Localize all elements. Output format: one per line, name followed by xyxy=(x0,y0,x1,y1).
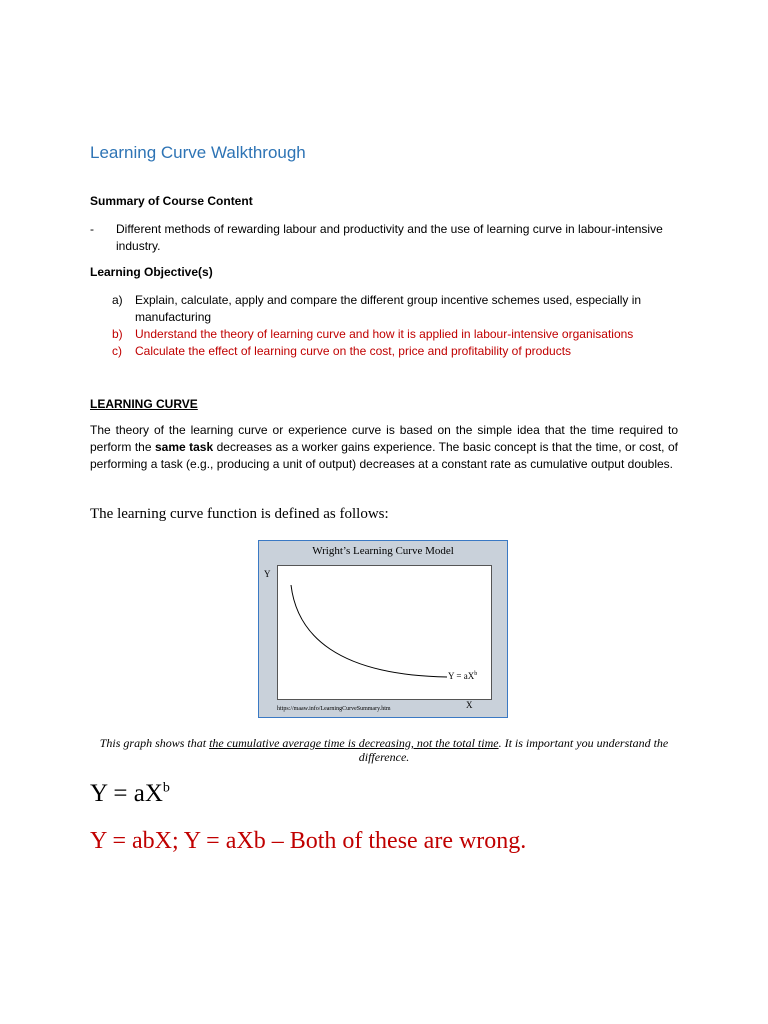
bullet-marker: - xyxy=(90,222,94,236)
caption-text: . It is important you understand the difference. xyxy=(358,736,669,764)
objectives-heading: Learning Objective(s) xyxy=(90,265,213,279)
objective-text: Calculate the effect of learning curve on the cost, price and profitability of products xyxy=(135,344,572,358)
figure-eq-base: Y = aX xyxy=(448,671,475,681)
objectives-list xyxy=(90,292,690,360)
objective-item xyxy=(90,292,690,326)
learning-curve-paragraph xyxy=(90,422,678,473)
formula xyxy=(90,780,170,808)
summary-heading: Summary of Course Content xyxy=(90,194,253,208)
function-intro: The learning curve function is defined as follows: xyxy=(90,506,389,522)
objective-marker: b) xyxy=(112,327,123,341)
paragraph-text: decreases as a worker gains experience. The basic concept is that the time, or cost, of performing a task (e.g., producing a unit of output) decreases at a constant rate as cumulative output doubles. xyxy=(90,440,678,471)
figure-title: Wright’s Learning Curve Model xyxy=(312,545,454,557)
caption-underlined: the cumulative average time is decreasing, not the total time xyxy=(209,736,499,750)
paragraph-bold: same task xyxy=(154,440,214,454)
summary-text: Different methods of rewarding labour and productivity and the use of learning curve in labour-intensive industry. xyxy=(116,222,663,253)
learning-curve-figure xyxy=(258,540,508,718)
figure-eq-sup: b xyxy=(474,671,478,677)
objective-marker: c) xyxy=(112,344,122,358)
figure-caption xyxy=(90,736,678,764)
objective-text: Explain, calculate, apply and compare the different group incentive schemes used, especially in manufacturing xyxy=(135,293,642,324)
objective-marker: a) xyxy=(112,293,123,307)
objective-text: Understand the theory of learning curve and how it is applied in labour-intensive organisations xyxy=(135,327,634,341)
figure-equation xyxy=(447,671,478,681)
figure-x-label: X xyxy=(466,700,473,710)
wrong-formulas-note: Y = abX; Y = aXb – Both of these are wrong. xyxy=(90,828,527,854)
figure-source: https://maaw.info/LearningCurveSummary.htm xyxy=(277,706,391,712)
formula-base: Y = aX xyxy=(90,780,163,807)
objective-item xyxy=(90,326,690,343)
paragraph-text: The theory of the learning curve or experience curve is based on the simple idea that the time required to perform the xyxy=(90,423,678,454)
section-heading: LEARNING CURVE xyxy=(90,397,198,411)
figure-y-label: Y xyxy=(264,569,271,579)
objective-item xyxy=(90,343,690,360)
page-title: Learning Curve Walkthrough xyxy=(90,143,306,162)
caption-text: This graph shows that xyxy=(99,736,210,750)
formula-sup: b xyxy=(162,780,170,796)
